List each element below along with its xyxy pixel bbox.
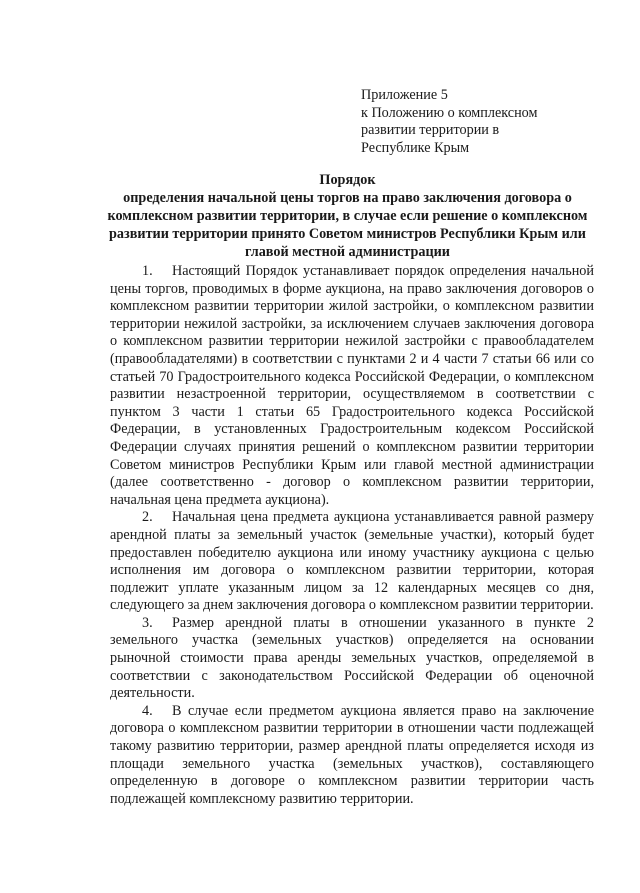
document-title — [80, 171, 615, 261]
paragraph-text: Настоящий Порядок устанавливает порядок определения начальной цены торгов, проводимых в форме аукциона, на право заключения договоров о комплексном развитии территории жилой застройки, о комплексном развитии территории нежилой застройки, за исключением случаев заключения договора о комплексном развитии территории нежилой застройки с правообладателем (правообладателями) в соответствии с пунктами 2 и 4 части 7 статьи 66 или со статьей 70 Градостроительного кодекса Российской Федерации, о комплексном развитии незастроенной территории, осуществляемом в соответствии с пунктом 3 части 1 статьи 65 Градостроительного кодекса Российской Федерации, в установленных Градостроительным кодексом Российской Федерации случаях принятия решений о комплексном развитии территории Советом министров Республики Крым или главой местной администрации (далее соответственно - договор о комплексном развитии территории, начальная цена предмета аукциона). — [110, 263, 594, 508]
title-line-1: определения начальной цены торгов на право заключения договора о — [123, 190, 572, 206]
title-line-3: развитии территории принято Советом министров Республики Крым или — [109, 226, 586, 242]
appendix-line-4: Республике Крым — [361, 139, 470, 156]
appendix-header — [361, 87, 601, 157]
document-body — [110, 263, 594, 808]
appendix-line-2: к Положению о комплексном — [361, 104, 538, 121]
paragraph-3 — [110, 615, 594, 703]
paragraph-1 — [110, 263, 594, 509]
title-line-4: главой местной администрации — [245, 244, 450, 260]
paragraph-number: 1. — [142, 263, 153, 279]
paragraph-text: Начальная цена предмета аукциона устанавливается равной размеру арендной платы за земельный участок (земельные участки), который будет предоставлен победителю аукциона или иному участнику аукциона с целью исполнения им договора о комплексном развитии территории, которая подлежит уплате указанным лицом за 12 календарных месяцев со дня, следующего за днем заключения договора о комплексном развитии территории. — [110, 509, 594, 614]
appendix-line-3: развитии территории в — [361, 122, 500, 139]
paragraph-text: В случае если предметом аукциона является право на заключение договора о комплексном развитии территории в отношении части подлежащей такому развитию территории, размер арендной платы определяется исходя из площади земельного участка (земельных участков), составляющего определенную в договоре о комплексном развитии территории часть подлежащей комплексному развитию территории. — [110, 702, 594, 807]
paragraph-4 — [110, 703, 594, 809]
paragraph-number: 3. — [142, 614, 153, 631]
paragraph-text: Размер арендной платы в отношении указанного в пункте 2 земельного участка (земельных участков) определяется на основании рыночной стоимости права аренды земельных участков, определяемой в соответствии с законодательством Российской Федерации об оценочной деятельности. — [110, 614, 594, 702]
title-line-2: комплексном развитии территории, в случае если решение о комплексном — [107, 208, 588, 224]
title-heading: Порядок — [319, 172, 376, 188]
paragraph-2 — [110, 509, 594, 615]
paragraph-number: 2. — [142, 509, 153, 526]
paragraph-number: 4. — [142, 702, 153, 719]
appendix-line-1: Приложение 5 — [361, 87, 448, 103]
